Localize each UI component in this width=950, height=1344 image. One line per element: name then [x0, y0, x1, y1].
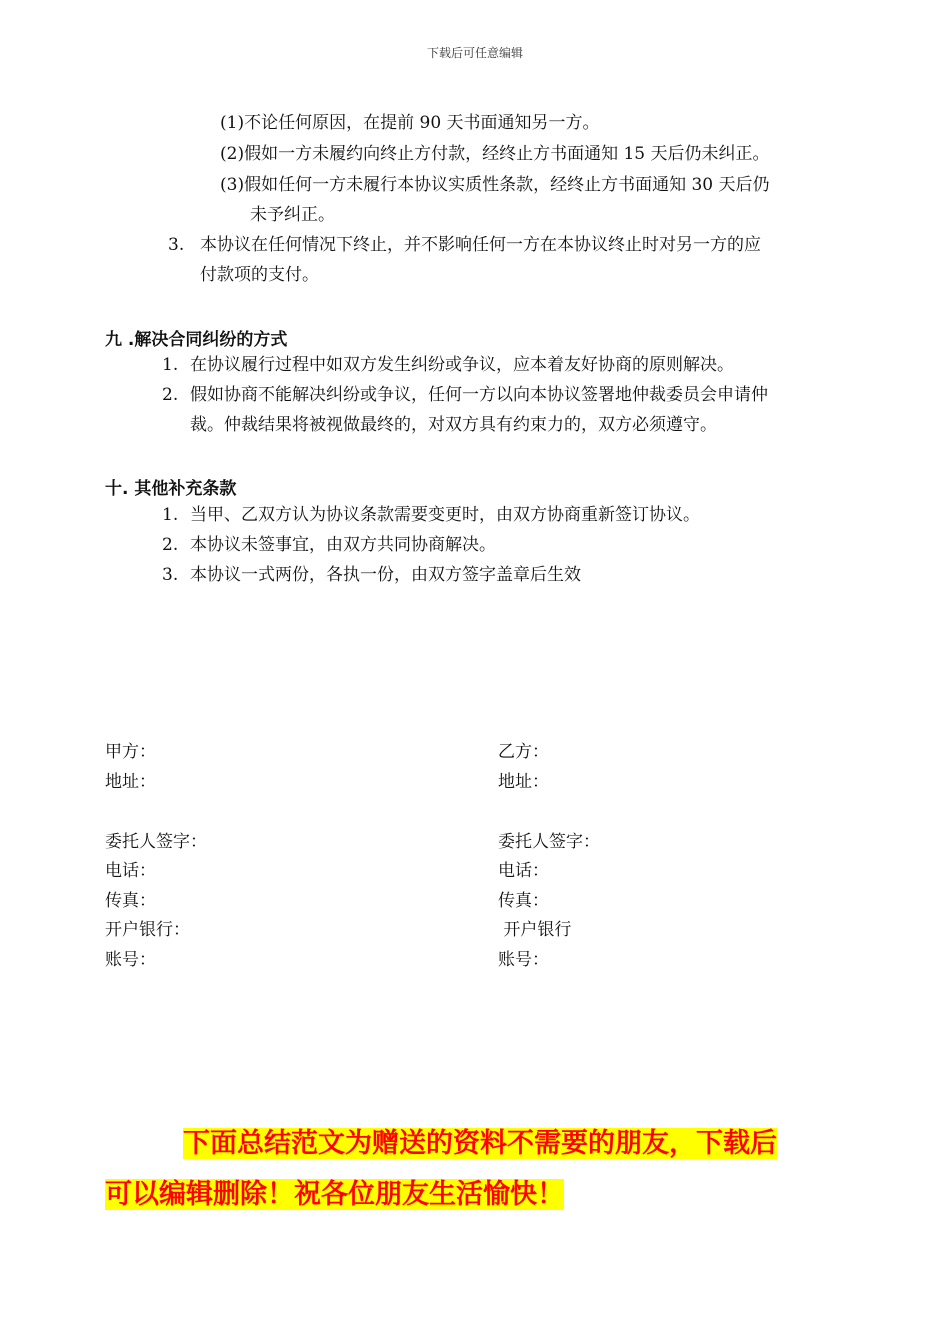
- party-a-address: 地址：: [105, 772, 156, 792]
- party-b-signatory: 委托人签字：: [498, 832, 600, 852]
- party-a-bank: 开户银行：: [105, 920, 190, 940]
- section-title: 十. 其他补充条款: [105, 479, 237, 499]
- item-text: 本协议在任何情况下终止，并不影响任何一方在本协议终止时对另一方的应: [200, 235, 761, 255]
- party-a-label: 甲方：: [105, 742, 156, 762]
- item-number: 3.: [168, 235, 185, 255]
- item-number: 3.: [162, 565, 179, 585]
- item-number: (2): [220, 144, 245, 164]
- item-text: 本协议一式两份，各执一份，由双方签字盖章后生效: [190, 565, 581, 585]
- party-a-fax: 传真：: [105, 891, 156, 911]
- list-item: [162, 350, 734, 380]
- item-text: 不论任何原因，在提前 90 天书面通知另一方。: [244, 113, 600, 133]
- list-item: [162, 530, 496, 560]
- item-text: 当甲、乙双方认为协议条款需要变更时，由双方协商重新签订协议。: [190, 505, 700, 525]
- promo-line-2: [105, 1175, 564, 1215]
- list-item: [162, 560, 581, 590]
- clause-point: [168, 230, 761, 260]
- list-item-continuation: 裁。仲裁结果将被视做最终的，对双方具有约束力的，双方必须遵守。: [190, 415, 717, 435]
- item-number: (1): [220, 113, 245, 133]
- item-number: (3): [220, 175, 245, 195]
- clause-item: [220, 139, 770, 169]
- item-text: 在协议履行过程中如双方发生纠纷或争议，应本着友好协商的原则解决。: [190, 355, 734, 375]
- party-b-phone: 电话：: [498, 861, 549, 881]
- page-header: 下载后可任意编辑: [426, 46, 523, 60]
- item-number: 1.: [162, 355, 179, 375]
- party-a-signatory: 委托人签字：: [105, 832, 207, 852]
- item-number: 2.: [162, 535, 179, 555]
- clause-point-continuation: 付款项的支付。: [200, 265, 319, 285]
- item-text: 假如任何一方未履行本协议实质性条款，经终止方书面通知 30 天后仍: [244, 175, 770, 195]
- promo-text: 可以编辑删除！祝各位朋友生活愉快！: [105, 1179, 564, 1210]
- party-b-address: 地址：: [498, 772, 549, 792]
- clause-item: [220, 170, 770, 200]
- promo-text: 下面总结范文为赠送的资料不需要的朋友，下载后: [183, 1128, 777, 1159]
- clause-item: [220, 108, 600, 138]
- party-a-phone: 电话：: [105, 861, 156, 881]
- list-item: [162, 500, 700, 530]
- item-number: 1.: [162, 505, 179, 525]
- section-title: 九 .解决合同纠纷的方式: [105, 330, 288, 350]
- item-text: 本协议未签事宜，由双方共同协商解决。: [190, 535, 496, 555]
- item-text: 假如协商不能解决纠纷或争议，任何一方以向本协议签署地仲裁委员会申请仲: [190, 385, 768, 405]
- party-b-fax: 传真：: [498, 891, 549, 911]
- item-text: 假如一方未履约向终止方付款，经终止方书面通知 15 天后仍未纠正。: [244, 144, 770, 164]
- party-b-account: 账号：: [498, 950, 549, 970]
- item-number: 2.: [162, 385, 179, 405]
- party-a-account: 账号：: [105, 950, 156, 970]
- list-item: [162, 380, 768, 410]
- party-b-bank: 开户银行: [498, 920, 572, 940]
- clause-item-continuation: 未予纠正。: [250, 205, 335, 225]
- party-b-label: 乙方：: [498, 742, 549, 762]
- promo-line-1: [183, 1124, 777, 1164]
